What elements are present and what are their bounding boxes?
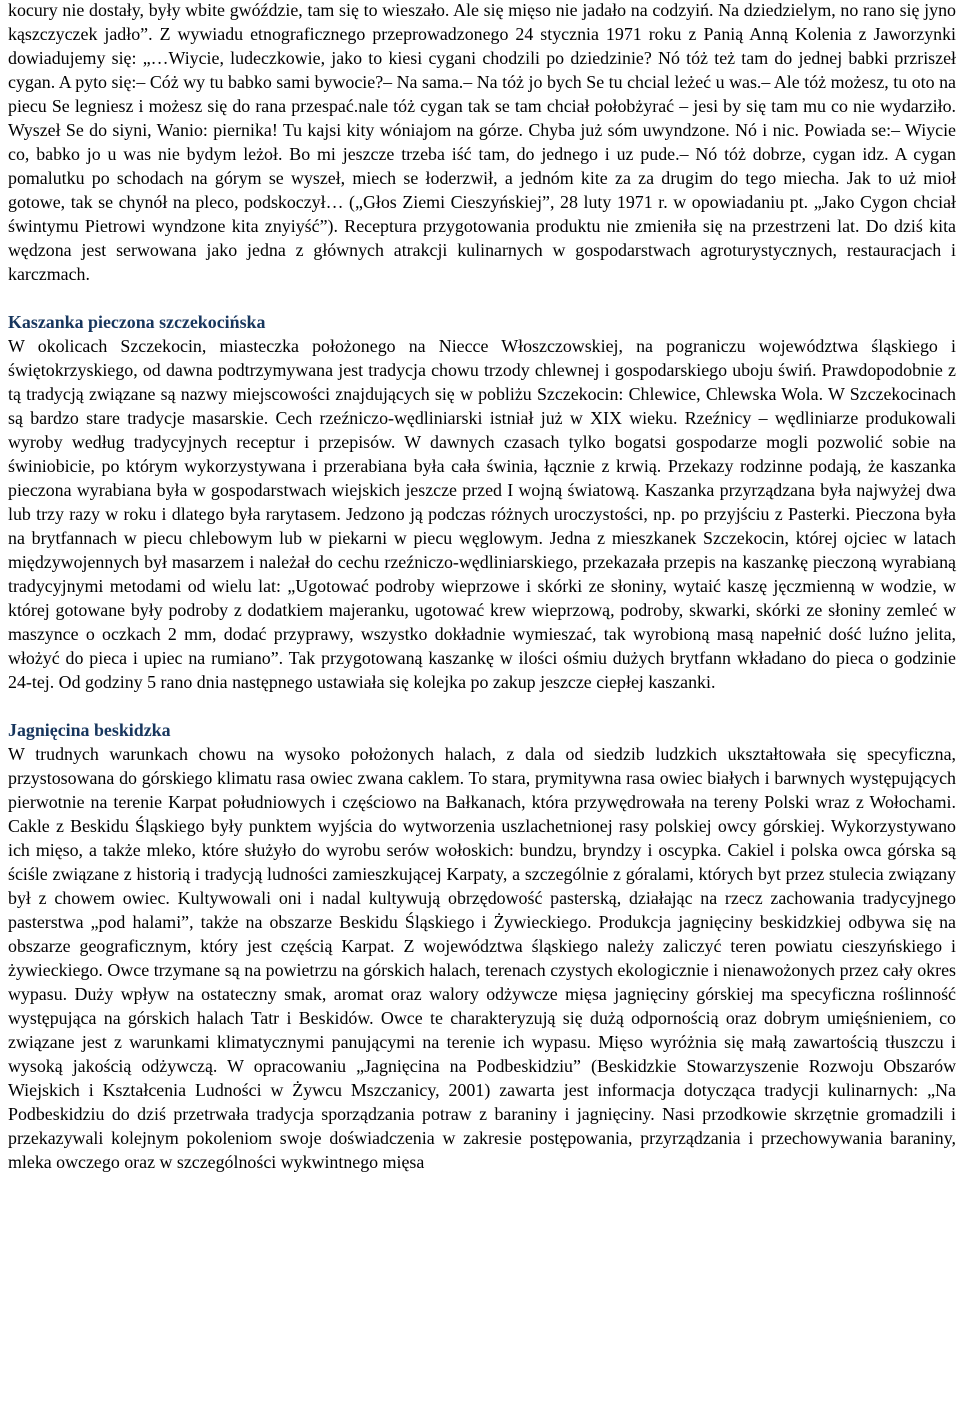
intro-paragraph: kocury nie dostały, były wbite gwóździe, tam się to wieszało. Ale się mięso nie jadało na codzyiń. Na dziedzielym, no rano się jyno kąszczyczek jadło”. Z wywiadu etnograficznego przeprowadzonego 24 stycznia 1971 roku z Panią Anną Kolenia z Jaworzynki dowiadujemy się: „…Wiycie, ludeczkowie, jako to kiesi cygani chodzili po dziedzinie? Nó tóż też tam do jednej babki przriszeł cygan. A pyto się:– Cóż wy tu babko sami bywocie?– Na sama.– Na tóż jo bych Se tu chcial leżeć u was.– Ale tóż możesz, tu oto na piecu Se legniesz i możesz się do rana przespać.nale tóż cygan tak se tam chciał połobżyrać – jesi by się tam mu co nie wydarziło. Wyszeł Se do siyni, Wanio: piernika! Tu kajsi kity wóniajom na górze. Chyba już sóm uwyndzone. Nó i nic. Powiada se:– Wiycie co, babko jo u was nie bydym leżoł. Bo mi jeszcze trzeba iść tam, do jednego i uz pude.– Nó tóż dobrze, cygan idz. A cygan pomalutku po schodach na górym se wyszeł, miech se łoderzwił, a jednóm kite za za drugim do tego miecha. Jak to uż mioł gotowe, tak se chynół na pleco, podskoczył… („Głos Ziemi Cieszyńskiej”, 28 luty 1971 r. w opowiadaniu pt. „Jako Cygon chciał świntymu Pietrowi wyndzone kita znyiyść”). Receptura przygotowania produktu nie zmieniła się na przestrzeni lat. Do dziś kita wędzona jest serwowana jako jedna z głównych atrakcji kulinarnych w gospodarstwach agroturystycznych, restauracjach i karczmach. [8,0,956,284]
section-body: W trudnych warunkach chowu na wysoko położonych halach, z dala od siedzib ludzkich ukształtowała się specyficzna, przystosowana do górskiego klimatu rasa owiec zwana caklem. To stara, prymitywna rasa owiec białych i barwnych występujących pierwotnie na terenie Karpat południowych i częściowo na Bałkanach, która przywędrowała na tereny Polski wraz z Wołochami. Cakle z Beskidu Śląskiego były punktem wyjścia do wytworzenia uszlachetnionej rasy polskiej owcy górskiej. Wykorzystywano ich mięso, a także mleko, które służyło do wyrobu serów wołoskich: bundzu, bryndzy i oscypka. Cakiel i polska owca górska są ściśle związane z historią i tradycją ludności zamieszkującej Karpaty, a szczególnie z góralami, których byt przez stulecia związany był z chowem owiec. Kultywowali oni i nadal kultywują obrzędowość pasterską, działając na rzecz zachowania tradycyjnego pasterstwa „pod halami”, także na obszarze Beskidu Śląskiego i Żywieckiego. Produkcja jagnięciny beskidzkiej odbywa się na obszarze geograficznym, który jest częścią Karpat. Z województwa śląskiego należy zaliczyć teren powiatu cieszyńskiego i żywieckiego. Owce trzymane są na powietrzu na górskich halach, terenach czystych ekologicznie i nienawożonych przez cały okres wypasu. Duży wpływ na ostateczny smak, aromat oraz walory odżywcze mięsa jagnięciny górskiej ma specyficzna roślinność występująca na górskich halach Tatr i Beskidów. Owce te charakteryzują się dużą odpornością oraz dobrym umięśnieniem, co związane jest z warunkami klimatycznymi panującymi na terenie ich wypasu. Mięso wyróżnia się małą zawartością tłuszczu i wysoką jakością odżywczą. W opracowaniu „Jagnięcina na Podbeskidziu” (Beskidzkie Stowarzyszenie Rozwoju Obszarów Wiejskich i Kształcenia Ludności w Żywcu Mszczanicy, 2001) zawarta jest informacja dotycząca tradycji kulinarnych: „Na Podbeskidziu do dziś przetrwała tradycja sporządzania potraw z baraniny i jagnięciny. Nasi przodkowie skrzętnie gromadzili i przekazywali kolejnym pokoleniom swoje doświadczenia w zakresie postępowania, przyrządzania i przechowywania baraniny, mleka owczego oraz w szczególności wykwintnego mięsa [8,744,956,1172]
document-page [8,0,956,1174]
section-kaszanka [8,310,956,694]
section-heading: Jagnięcina beskidzka [8,720,171,740]
section-spacer [8,694,956,718]
section-body: W okolicach Szczekocin, miasteczka położonego na Niecce Włoszczowskiej, na pograniczu województwa śląskiego i świętokrzyskiego, od dawna podtrzymywana jest tradycja chowu trzody chlewnej i gospodarskiego uboju świń. Prawdopodobnie z tą tradycją związane są nazwy miejscowości znajdujących się w pobliżu Szczekocin: Chlewice, Chlewska Wola. W Szczekocinach są bardzo stare tradycje masarskie. Cech rzeźniczo-wędliniarski istniał już w XIX wieku. Rzeźnicy – wędliniarze produkowali wyroby według tradycyjnych receptur i przepisów. W dawnych czasach tylko bogatsi gospodarze mogli pozwolić sobie na świniobicie, po którym wykorzystywana i przerabiana była cała świnia, łącznie z krwią. Przekazy rodzinne podają, że kaszanka pieczona wyrabiana była w gospodarstwach wiejskich jeszcze przed I wojną światową. Kaszanka przyrządzana była najwyżej dwa lub trzy razy w roku i dlatego była rarytasem. Jedzono ją podczas różnych uroczystości, np. po przyjściu z Pasterki. Pieczona była na brytfannach w piecu chlebowym lub w piekarni w piecu węglowym. Jedna z mieszkanek Szczekocin, której ojciec w latach międzywojennych był masarzem i należał do cechu rzeźniczo-wędliniarskiego, przekazała przepis na kaszankę pieczoną wyrabianą tradycyjnymi metodami od wielu lat: „Ugotować podroby wieprzowe i skórki ze słoniny, wytaić kaszę jęczmienną w wodzie, w której gotowane były podroby z dodatkiem majeranku, ugotować krew wieprzową, podroby, skwarki, skórki ze słoniny zemleć w maszynce o oczkach 2 mm, dodać przyprawy, wszystko dokładnie wymieszać, tak wyrobioną masą napełnić dość luźno jelita, włożyć do pieca i upiec na rumiano”. Tak przygotowaną kaszankę w ilości ośmiu dużych brytfann wkładano do pieca o godzinie 24-tej. Od godziny 5 rano dnia następnego ustawiała się kolejka po zakup jeszcze ciepłej kaszanki. [8,336,956,692]
section-jagniecina [8,718,956,1174]
section-heading: Kaszanka pieczona szczekocińska [8,312,266,332]
section-spacer [8,286,956,310]
